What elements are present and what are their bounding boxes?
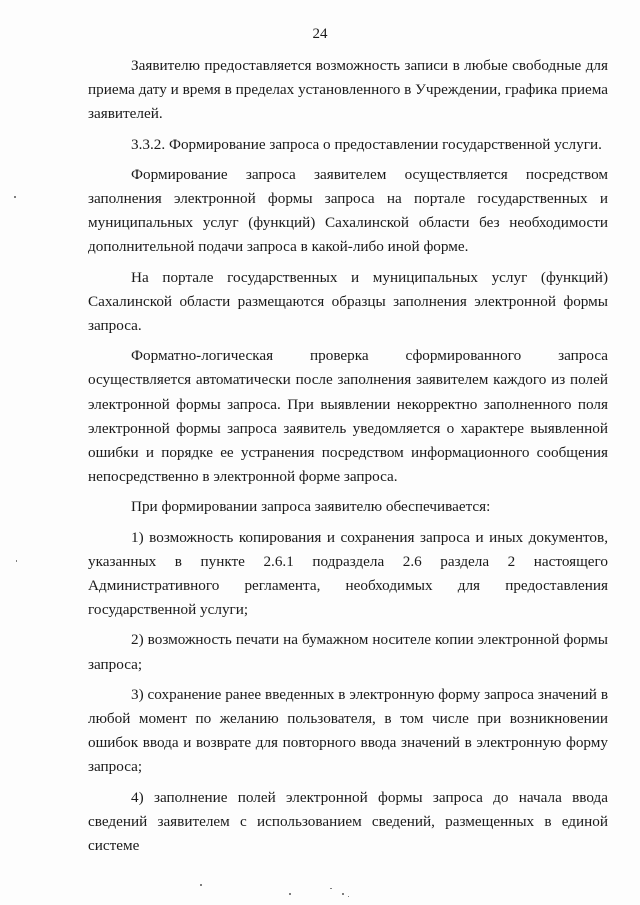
list-item: 4) заполнение полей электронной формы запроса до начала ввода сведений заявителем с использованием сведений, размещенных в единой системе <box>88 788 608 855</box>
paragraph: Формирование запроса заявителем осуществляется посредством заполнения электронной формы запроса на портале государственных и муниципальных услуг (функций) Сахалинской области без необходимости дополнительной подачи запроса в какой-либо иной форме. <box>88 165 608 256</box>
scan-speck <box>14 196 16 198</box>
section-heading: 3.3.2. Формирование запроса о предоставлении государственной услуги. <box>131 135 602 153</box>
paragraph: При формировании запроса заявителю обеспечивается: <box>131 498 491 516</box>
list-item: 2) возможность печати на бумажном носителе копии электронной формы запроса; <box>88 631 608 673</box>
paragraph: Заявителю предоставляется возможность записи в любые свободные для приема дату и время в пределах установленного в Учреждении, графика приема заявителей. <box>88 57 608 123</box>
scan-speck <box>200 884 202 886</box>
scan-speck <box>348 896 349 897</box>
scan-speck <box>16 560 17 562</box>
scan-speck <box>289 893 291 895</box>
list-item: 3) сохранение ранее введенных в электронную форму запроса значений в любой момент по желанию пользователя, в том числе при возникновении ошибок ввода и возврате для повторного ввода значений в электронную форму запроса; <box>88 685 608 776</box>
scan-speck <box>342 893 344 895</box>
paragraph: На портале государственных и муниципальных услуг (функций) Сахалинской области размещаются образцы заполнения электронной формы запроса. <box>88 268 608 335</box>
document-body <box>88 54 608 858</box>
page-number: 24 <box>312 26 328 42</box>
list-item: 1) возможность копирования и сохранения запроса и иных документов, указанных в пункте 2.6.1 подраздела 2.6 раздела 2 настоящего Административного регламента, необходимых для предоставления государственной услуги; <box>88 528 608 619</box>
paragraph: Форматно-логическая проверка сформированного запроса осуществляется автоматически после заполнения заявителем каждого из полей электронной формы запроса. При выявлении некорректно заполненного поля электронной формы запроса заявитель уведомляется о характере выявленной ошибки и порядке ее устранения посредством информационного сообщения непосредственно в электронной форме запроса. <box>88 347 608 486</box>
scan-speck <box>330 888 332 889</box>
